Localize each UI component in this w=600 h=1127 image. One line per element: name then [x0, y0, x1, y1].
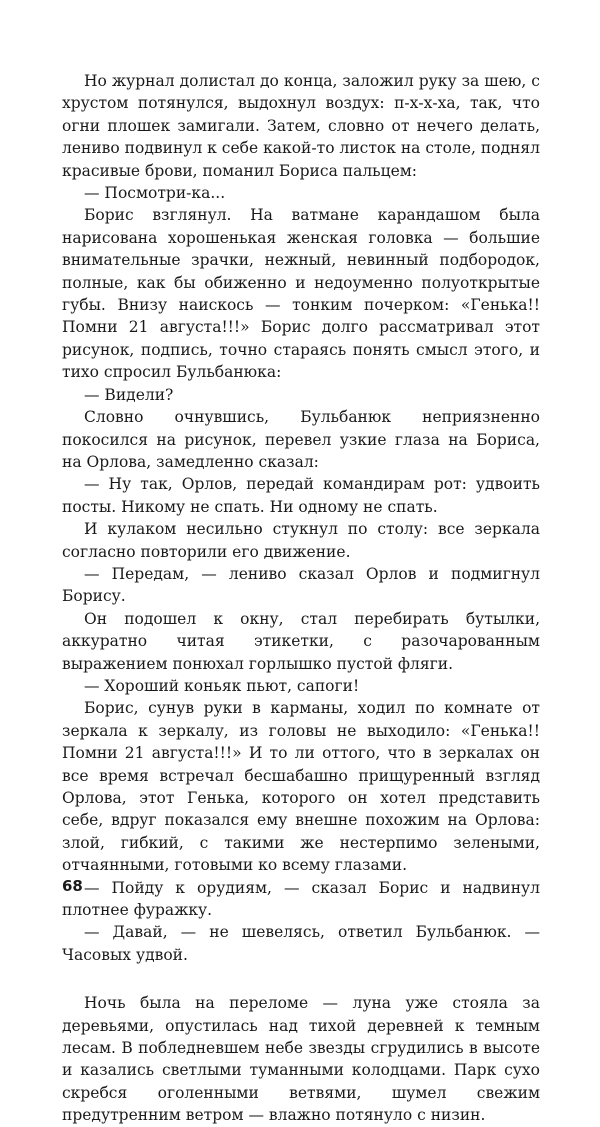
paragraph: — Посмотри-ка...: [84, 184, 226, 203]
paragraph: Но журнал долистал до конца, заложил руку за шею, с хрустом потянулся, выдохнул воздух: п-х-х-ха, так, что огни плошек замигали. Затем, словно от нечего делать, лениво подвинул к себе какой-то листок на столе, поднял красивые брови, поманил Бориса пальцем:: [62, 72, 540, 180]
paragraph: Ночь была на переломе — луна уже стояла за деревьями, опустилась над тихой деревней к темным лесам. В побледневшем небе звезды сгрудились в высоте и казались светлыми туманными колодцами. Парк сухо скребся оголенными ветвями, шумел свежим предутренним ветром — влажно потянуло с низин.: [62, 994, 540, 1125]
paragraph: — Передам, — лениво сказал Орлов и подмигнул Борису.: [62, 564, 540, 606]
paragraph: — Ну так, Орлов, передай командирам рот: удвоить посты. Никому не спать. Ни одному не спать.: [62, 475, 540, 516]
paragraph: Борис взглянул. На ватмане карандашом была нарисована хорошенькая женская головка — большие внимательные зрачки, нежный, невинный подбородок, полные, как бы обиженно и недоуменно полуоткрытые губы. Внизу наискось — тонким почерком: «Генька!! Помни 21 августа!!!» Борис долго рассматривал этот рисунок, подпись, точно стараясь понять смысл этого, и тихо спросил Бульбанюка:: [62, 206, 540, 382]
paragraph: Он подошел к окну, стал перебирать бутылки, аккуратно читая этикетки, с разочарованным выражением понюхал горлышко пустой фляги.: [62, 609, 540, 673]
paragraph: — Пойду к орудиям, — сказал Борис и надвинул плотнее фуражку.: [62, 878, 540, 920]
book-page-text: [62, 70, 540, 1127]
section-break: [62, 966, 540, 992]
paragraph: — Давай, — не шевелясь, ответил Бульбанюк. — Часовых удвой.: [62, 923, 540, 964]
paragraph: Борис, сунув руки в карманы, ходил по комнате от зеркала к зеркалу, из головы не выходило: «Генька!! Помни 21 августа!!!» И то ли оттого, что в зеркалах он все время встречал бесшабашно прищуренный взгляд Орлова, этот Генька, которого он хотел представить себе, вдруг показался ему внешне похожим на Орлова: злой, гибкий, с такими же нестерпимо зелеными, отчаянными, готовыми ко всему глазами.: [62, 699, 540, 875]
page-number: 68: [62, 877, 83, 895]
paragraph: Словно очнувшись, Бульбанюк неприязненно покосился на рисунок, перевел узкие глаза на Бориса, на Орлова, замедленно сказал:: [62, 408, 540, 471]
paragraph: И кулаком несильно стукнул по столу: все зеркала согласно повторили его движение.: [62, 520, 540, 561]
paragraph: — Видели?: [84, 385, 174, 404]
paragraph: — Хороший коньяк пьют, сапоги!: [84, 676, 360, 695]
